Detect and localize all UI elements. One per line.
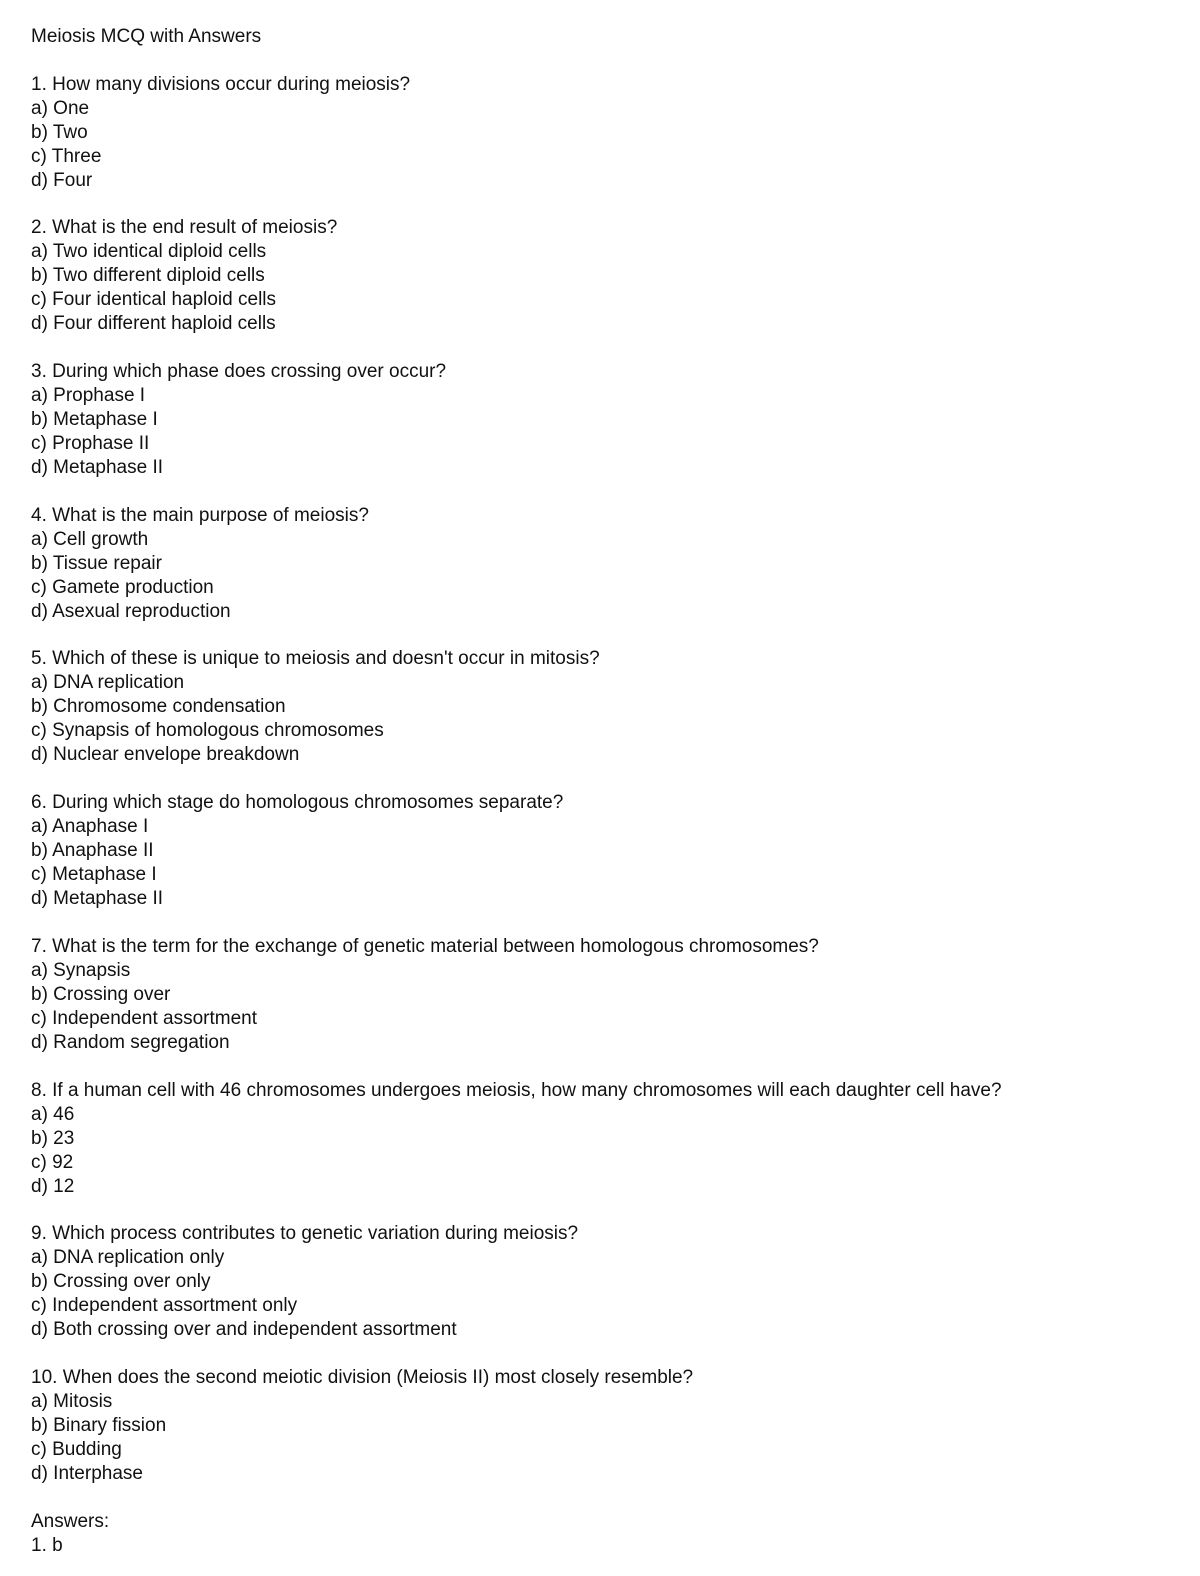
question-block (31, 1366, 1181, 1510)
spacer (31, 1199, 1181, 1223)
spacer (31, 1342, 1181, 1366)
spacer (31, 1055, 1181, 1079)
answer-option: a) Mitosis (31, 1390, 113, 1412)
question-block (31, 1079, 1181, 1223)
answer-option: d) Nuclear envelope breakdown (31, 744, 300, 766)
answer-option: c) Independent assortment only (31, 1295, 298, 1317)
spacer (31, 336, 1181, 360)
question-block (31, 935, 1181, 1079)
question-stem: 4. What is the main purpose of meiosis? (31, 504, 369, 526)
question-block (31, 647, 1181, 791)
spacer (31, 1486, 1181, 1510)
answer-option: d) Asexual reproduction (31, 600, 231, 622)
answer-list (31, 1534, 1181, 1558)
spacer (31, 767, 1181, 791)
answer-option: b) Crossing over (31, 983, 171, 1005)
question-block (31, 1222, 1181, 1366)
answer-option: c) Prophase II (31, 433, 150, 455)
answer-option: b) Two (31, 121, 88, 143)
spacer (31, 624, 1181, 648)
answer-option: c) Metaphase I (31, 864, 157, 886)
answer-option: d) Metaphase II (31, 457, 164, 479)
answer-option: b) Binary fission (31, 1414, 167, 1436)
answer-option: b) 23 (31, 1127, 75, 1149)
document-title: Meiosis MCQ with Answers (31, 26, 262, 47)
answer-option: b) Tissue repair (31, 552, 162, 574)
answer-option: a) DNA replication (31, 672, 185, 694)
question-stem: 8. If a human cell with 46 chromosomes undergoes meiosis, how many chromosomes will each daughter cell have? (31, 1079, 1002, 1101)
answer-option: b) Anaphase II (31, 840, 154, 862)
document-body (31, 25, 1181, 1558)
answer-key-item: 1. b (31, 1534, 63, 1556)
answer-option: c) Synapsis of homologous chromosomes (31, 720, 384, 742)
answer-option: c) Four identical haploid cells (31, 289, 277, 311)
answer-option: d) 12 (31, 1175, 75, 1197)
question-stem: 6. During which stage do homologous chromosomes separate? (31, 792, 564, 814)
answer-option: a) Cell growth (31, 528, 149, 550)
answer-option: d) Random segregation (31, 1031, 230, 1053)
answer-option: c) Independent assortment (31, 1007, 258, 1029)
spacer (31, 911, 1181, 935)
answer-option: a) Prophase I (31, 385, 146, 407)
answer-option: a) Two identical diploid cells (31, 241, 267, 263)
answer-option: c) Three (31, 145, 102, 167)
answer-option: b) Crossing over only (31, 1271, 211, 1293)
question-block (31, 73, 1181, 217)
answer-option: d) Metaphase II (31, 888, 164, 910)
question-stem: 10. When does the second meiotic division (Meiosis II) most closely resemble? (31, 1366, 694, 1388)
question-list (31, 73, 1181, 1510)
answer-option: d) Four different haploid cells (31, 313, 276, 335)
spacer (31, 480, 1181, 504)
answer-option: b) Chromosome condensation (31, 696, 286, 718)
answer-option: a) DNA replication only (31, 1247, 225, 1269)
answer-option: a) 46 (31, 1103, 75, 1125)
answer-option: b) Two different diploid cells (31, 265, 265, 287)
answer-option: a) Synapsis (31, 959, 131, 981)
answer-option: c) 92 (31, 1151, 74, 1173)
question-block (31, 504, 1181, 648)
answer-option: a) One (31, 97, 90, 119)
question-stem: 1. How many divisions occur during meiosis? (31, 73, 411, 95)
answer-option: d) Four (31, 169, 93, 191)
question-stem: 5. Which of these is unique to meiosis and doesn't occur in mitosis? (31, 648, 600, 670)
answer-option: c) Gamete production (31, 576, 214, 598)
question-block (31, 216, 1181, 360)
spacer (31, 49, 1181, 73)
answers-heading: Answers: (31, 1510, 110, 1532)
question-block (31, 360, 1181, 504)
answer-option: a) Anaphase I (31, 816, 149, 838)
question-stem: 9. Which process contributes to genetic variation during meiosis? (31, 1223, 579, 1245)
answer-option: b) Metaphase I (31, 409, 158, 431)
question-block (31, 791, 1181, 935)
answer-option: d) Both crossing over and independent assortment (31, 1319, 457, 1341)
question-stem: 3. During which phase does crossing over occur? (31, 361, 447, 383)
answer-option: d) Interphase (31, 1462, 143, 1484)
answer-option: c) Budding (31, 1438, 122, 1460)
spacer (31, 193, 1181, 217)
question-stem: 2. What is the end result of meiosis? (31, 217, 338, 239)
question-stem: 7. What is the term for the exchange of genetic material between homologous chromosomes? (31, 935, 819, 957)
